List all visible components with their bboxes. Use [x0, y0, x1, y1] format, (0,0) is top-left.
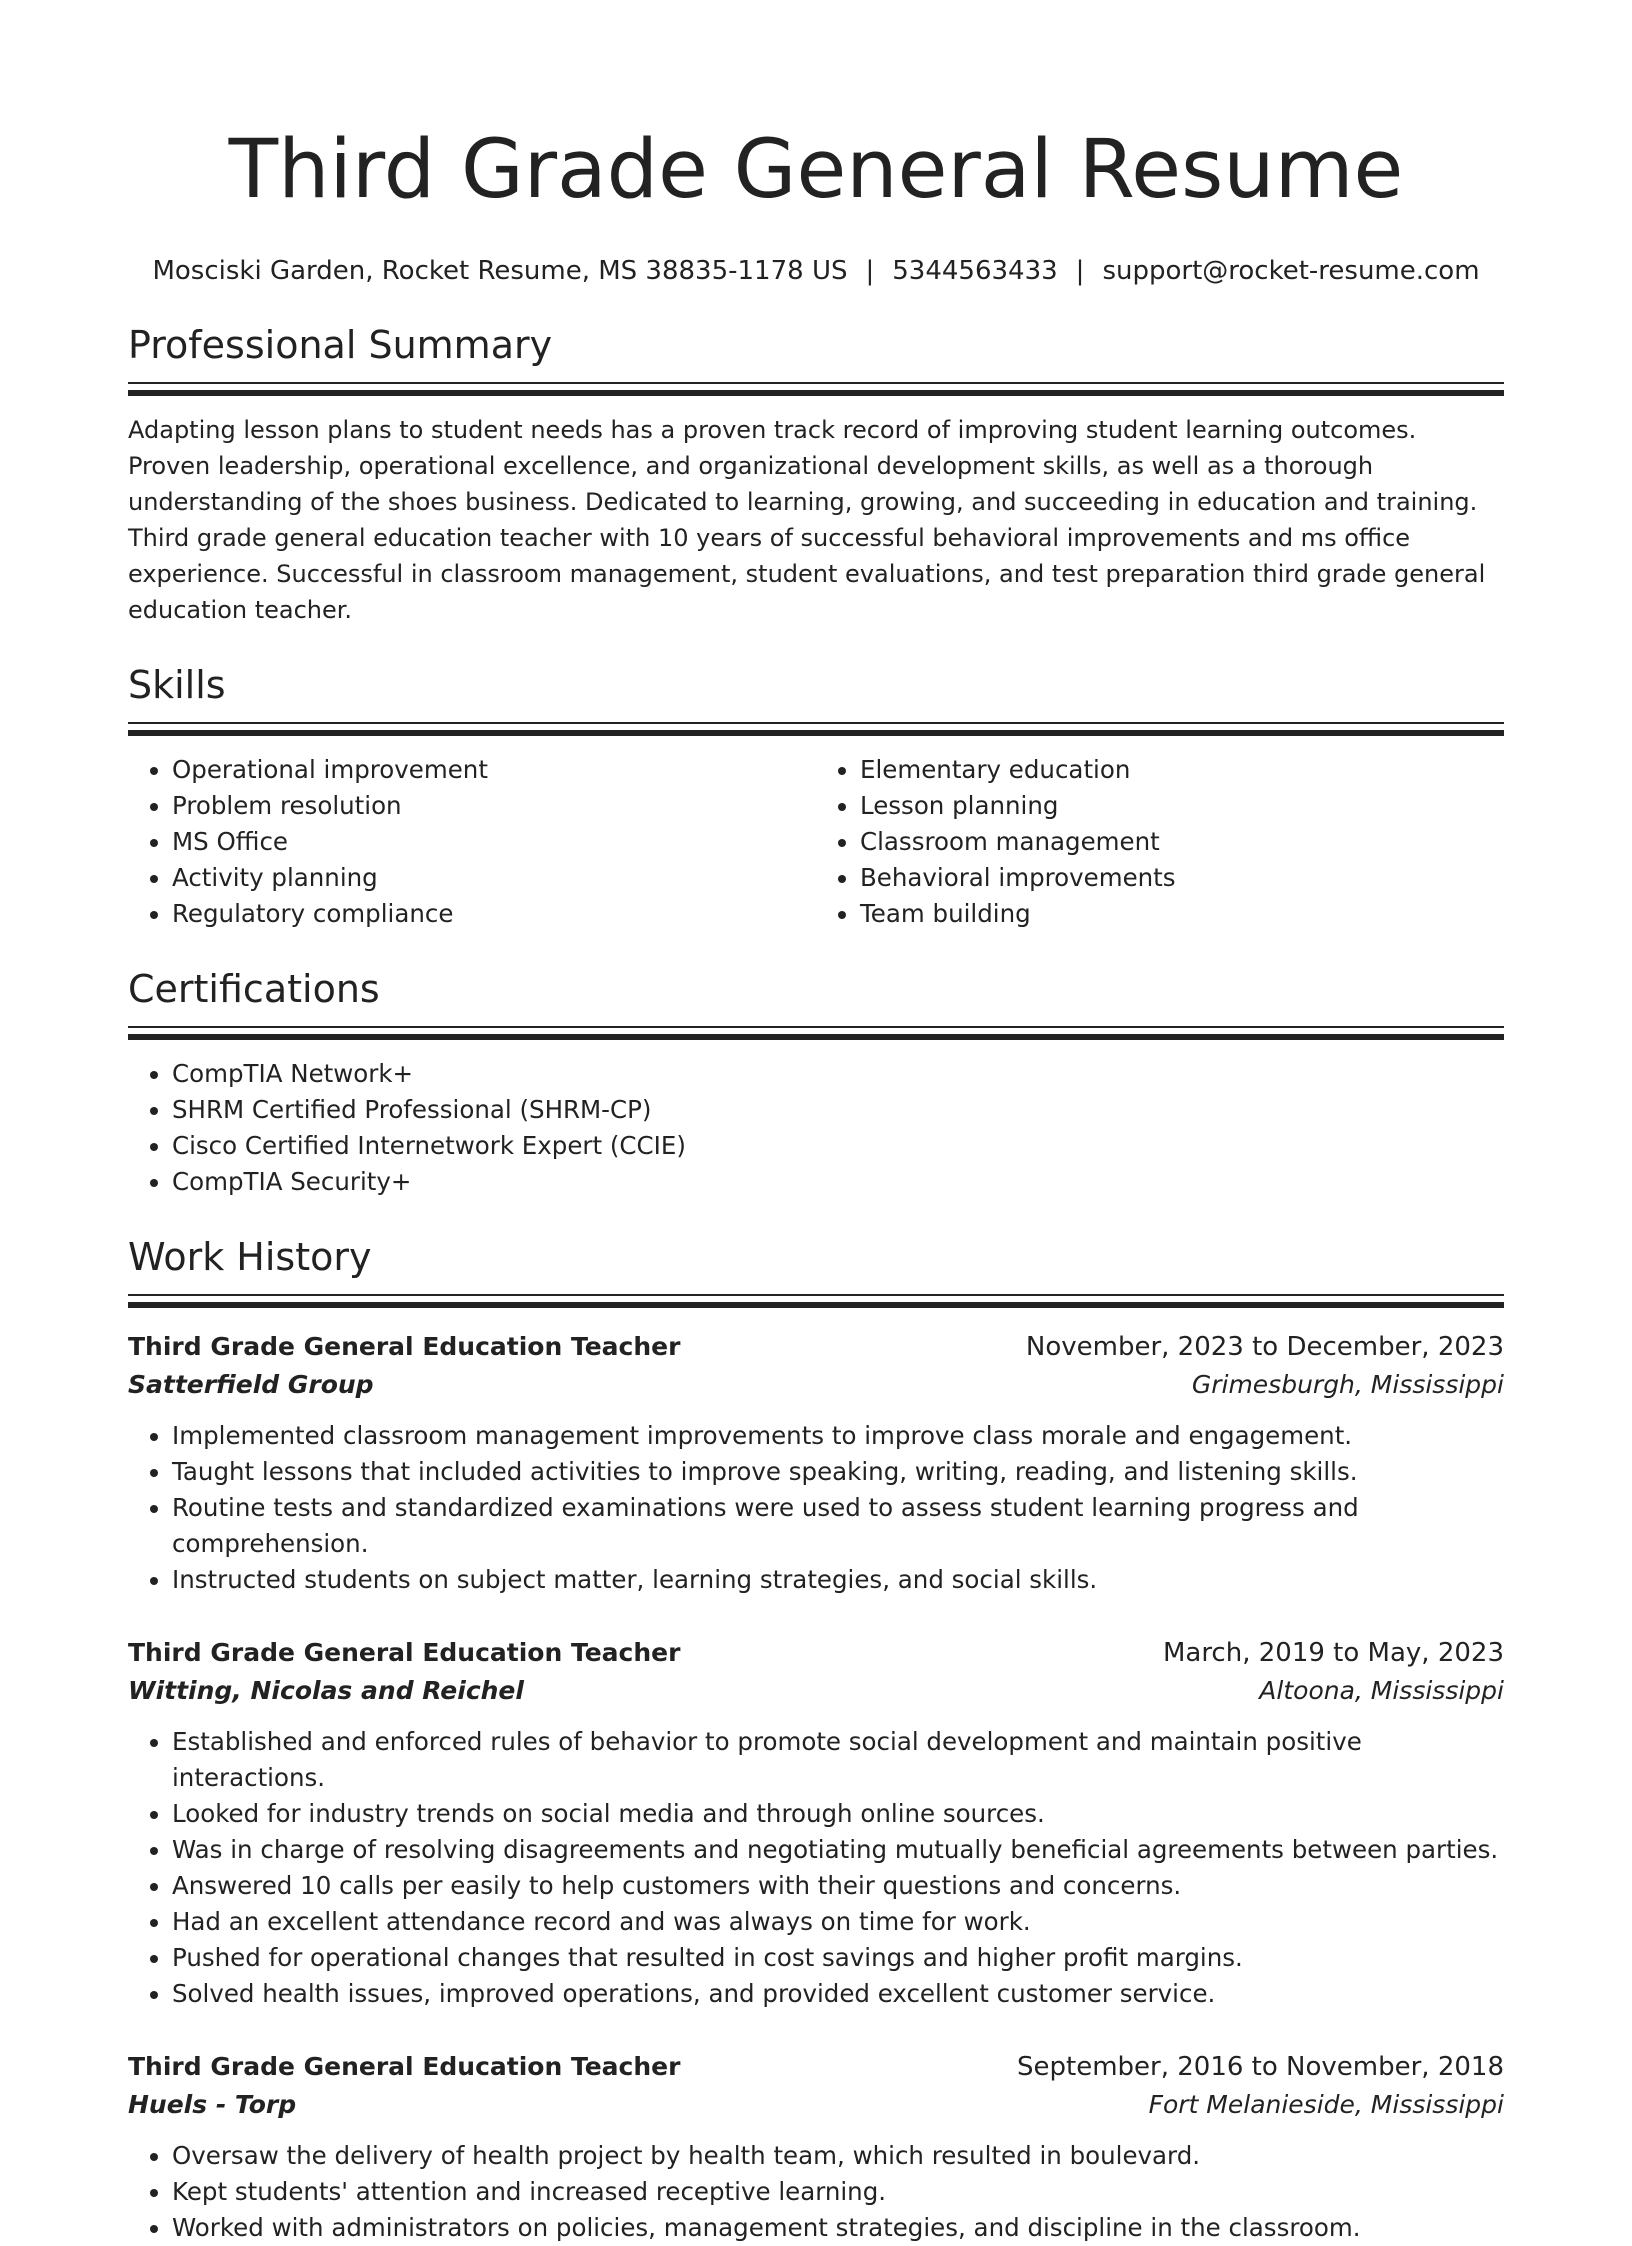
skill-item: • Operational improvement: [172, 752, 816, 788]
skill-item: • Elementary education: [860, 752, 1504, 788]
job-company: Satterfield Group: [128, 1370, 374, 1399]
job-bullet: • Instructed students on subject matter, learning strategies, and social skills.: [172, 1562, 1504, 1598]
job-bullet: • Solved health issues, improved operations, and provided excellent customer service.: [172, 1976, 1504, 2012]
certification-item: • Cisco Certified Internetwork Expert (CCIE): [172, 1128, 1504, 1164]
skill-item: • Classroom management: [860, 824, 1504, 860]
certification-item: • SHRM Certified Professional (SHRM-CP): [172, 1092, 1504, 1128]
job-bullet: • Established and enforced rules of behavior to promote social development and maintain positive interactions.: [172, 1724, 1504, 1796]
section-divider: [128, 382, 1504, 396]
contact-phone: 5344563433: [892, 256, 1058, 286]
certifications-section: [128, 966, 1504, 1200]
resume-title: Third Grade General Resume: [228, 123, 1404, 217]
job-dates: November, 2023 to December, 2023: [1025, 1332, 1504, 1362]
skills-heading: Skills: [128, 663, 226, 707]
summary-section: [128, 322, 1504, 628]
certifications-list: [128, 1056, 1504, 1200]
contact-separator: |: [1075, 256, 1085, 286]
job-title: Third Grade General Education Teacher: [128, 2052, 681, 2081]
contact-line: [128, 254, 1504, 288]
job-bullet: • Worked with administrators on policies, management strategies, and discipline in the classroom.: [172, 2210, 1504, 2246]
job-bullet: • Kept students' attention and increased receptive learning.: [172, 2174, 1504, 2210]
certification-item: • CompTIA Network+: [172, 1056, 1504, 1092]
job-title: Third Grade General Education Teacher: [128, 1332, 681, 1361]
job-bullet: • Answered 10 calls per easily to help customers with their questions and concerns.: [172, 1868, 1504, 1904]
job-bullet: • Was in charge of resolving disagreements and negotiating mutually beneficial agreements between parties.: [172, 1832, 1504, 1868]
work-history-section: [128, 1234, 1504, 2246]
skill-item: • MS Office: [172, 824, 816, 860]
contact-address: Mosciski Garden, Rocket Resume, MS 38835-1178 US: [152, 256, 848, 286]
skill-item: • Problem resolution: [172, 788, 816, 824]
summary-heading: Professional Summary: [128, 323, 553, 367]
job-company: Huels - Torp: [128, 2090, 297, 2119]
job-bullets: [128, 1418, 1504, 1598]
section-divider: [128, 722, 1504, 736]
job-bullet: • Routine tests and standardized examinations were used to assess student learning progress and comprehension.: [172, 1490, 1504, 1562]
contact-email: support@rocket-resume.com: [1102, 256, 1480, 286]
skills-list-left: [128, 752, 816, 932]
skills-list-right: [816, 752, 1504, 932]
job-location: Grimesburgh, Mississippi: [1191, 1370, 1504, 1399]
job-location: Fort Melanieside, Mississippi: [1148, 2090, 1504, 2119]
work-history-heading: Work History: [128, 1235, 372, 1279]
skill-item: • Behavioral improvements: [860, 860, 1504, 896]
job-title: Third Grade General Education Teacher: [128, 1638, 681, 1667]
contact-separator: |: [865, 256, 875, 286]
skill-item: • Activity planning: [172, 860, 816, 896]
skill-item: • Regulatory compliance: [172, 896, 816, 932]
job-entry: [128, 1634, 1504, 2012]
job-dates: September, 2016 to November, 2018: [1017, 2052, 1504, 2082]
job-dates: March, 2019 to May, 2023: [1162, 1638, 1504, 1668]
skill-item: • Team building: [860, 896, 1504, 932]
job-bullets: [128, 2138, 1504, 2246]
job-entry: [128, 1328, 1504, 1598]
skills-section: [128, 662, 1504, 932]
skill-item: • Lesson planning: [860, 788, 1504, 824]
certifications-heading: Certifications: [128, 967, 380, 1011]
job-bullet: • Had an excellent attendance record and was always on time for work.: [172, 1904, 1504, 1940]
job-bullets: [128, 1724, 1504, 2012]
certification-item: • CompTIA Security+: [172, 1164, 1504, 1200]
job-bullet: • Oversaw the delivery of health project by health team, which resulted in boulevard.: [172, 2138, 1504, 2174]
section-divider: [128, 1294, 1504, 1308]
job-entry: [128, 2048, 1504, 2246]
job-bullet: • Pushed for operational changes that resulted in cost savings and higher profit margins.: [172, 1940, 1504, 1976]
summary-text: Adapting lesson plans to student needs has a proven track record of improving student learning outcomes. Proven leadership, operational excellence, and organizational development skills, as well as a thorough understanding of the shoes business. Dedicated to learning, growing, and succeeding in education and training. Third grade general education teacher with 10 years of successful behavioral improvements and ms office experience. Successful in classroom management, student evaluations, and test preparation third grade general education teacher.: [128, 416, 1486, 624]
job-location: Altoona, Mississippi: [1259, 1676, 1504, 1705]
job-company: Witting, Nicolas and Reichel: [128, 1676, 524, 1705]
skills-columns: [128, 752, 1504, 932]
job-bullet: • Implemented classroom management improvements to improve class morale and engagement.: [172, 1418, 1504, 1454]
section-divider: [128, 1026, 1504, 1040]
job-bullet: • Looked for industry trends on social media and through online sources.: [172, 1796, 1504, 1832]
job-bullet: • Taught lessons that included activities to improve speaking, writing, reading, and listening skills.: [172, 1454, 1504, 1490]
